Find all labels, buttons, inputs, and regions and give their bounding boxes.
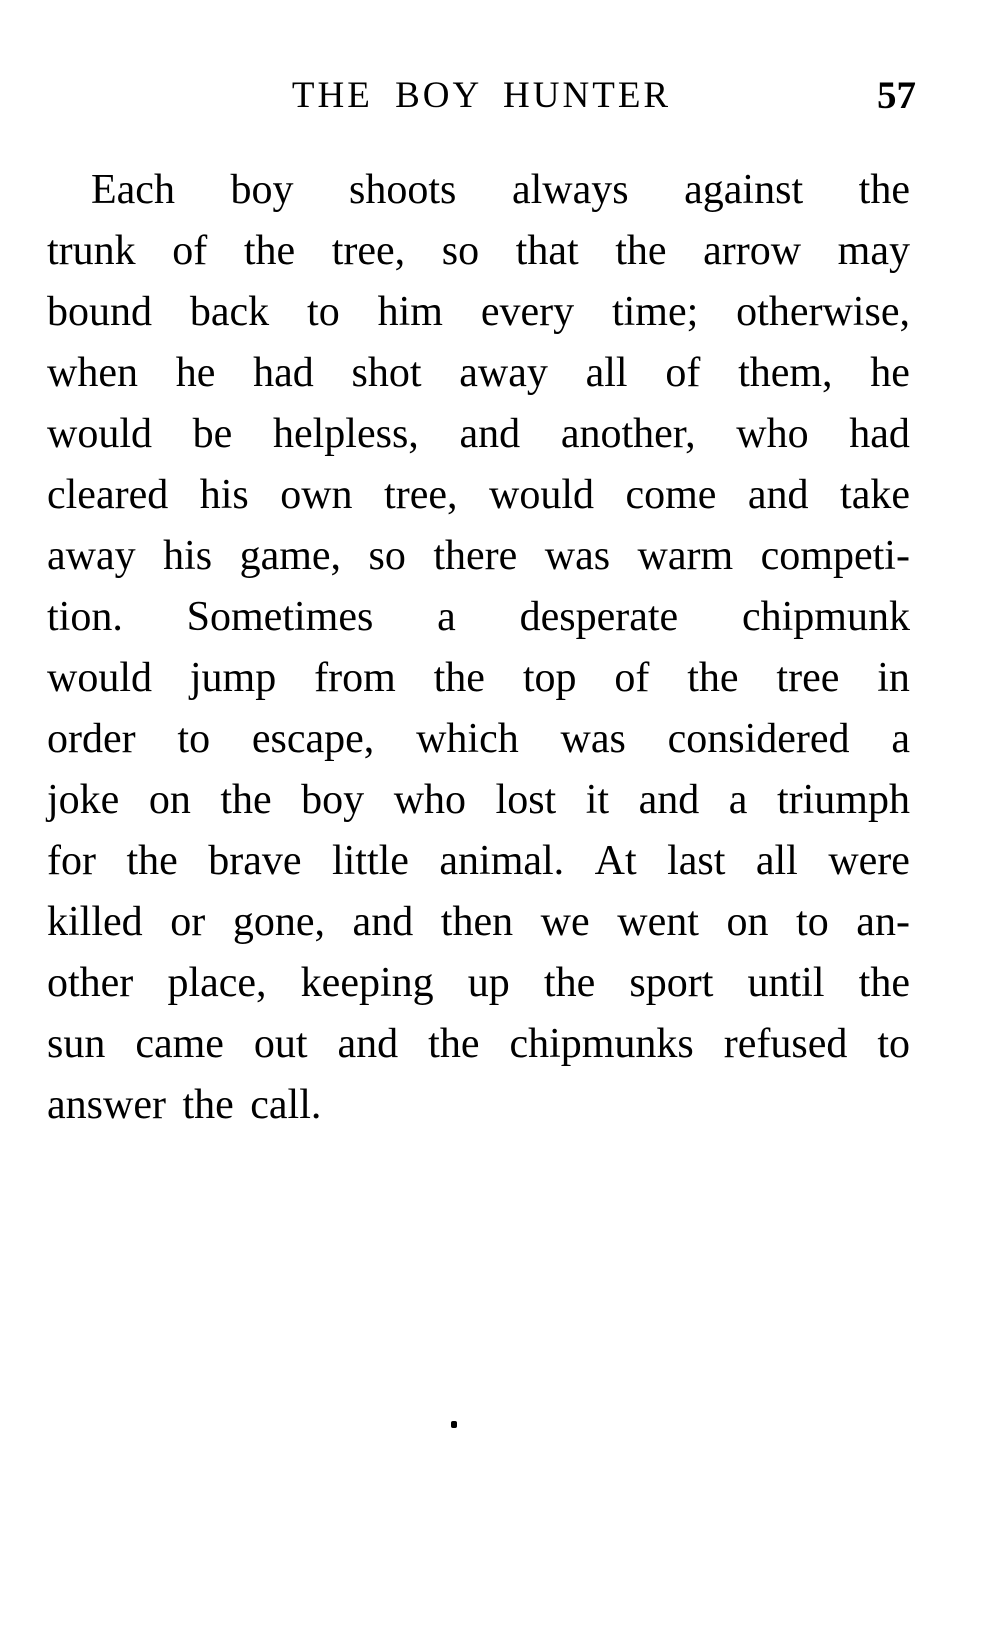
text-line: bound back to him every time; otherwise, [47,289,910,335]
text-line: would jump from the top of the tree in [47,655,910,701]
text-line: order to escape, which was considered a [47,716,910,762]
text-line: would be helpless, and another, who had [47,411,910,457]
running-header [47,72,916,120]
text-line: tion. Sometimes a desperate chipmunk [47,594,910,640]
text-line: for the brave little animal. At last all were [47,838,910,884]
text-line: joke on the boy who lost it and a triumph [47,777,910,823]
text-line: trunk of the tree, so that the arrow may [47,228,910,274]
text-line: other place, keeping up the sport until the [47,960,910,1006]
body-text [47,160,910,1136]
text-line: answer the call. [47,1082,322,1128]
text-line: when he had shot away all of them, he [47,350,910,396]
text-line: killed or gone, and then we went on to an- [47,899,910,945]
text-line: Each boy shoots always against the [91,167,910,213]
text-line: sun came out and the chipmunks refused to [47,1021,910,1067]
text-line: away his game, so there was warm competi- [47,533,910,579]
chapter-title: THE BOY HUNTER [291,75,672,116]
text-line: cleared his own tree, would come and take [47,472,910,518]
ink-speck [451,1421,457,1428]
page-number: 57 [877,74,916,117]
